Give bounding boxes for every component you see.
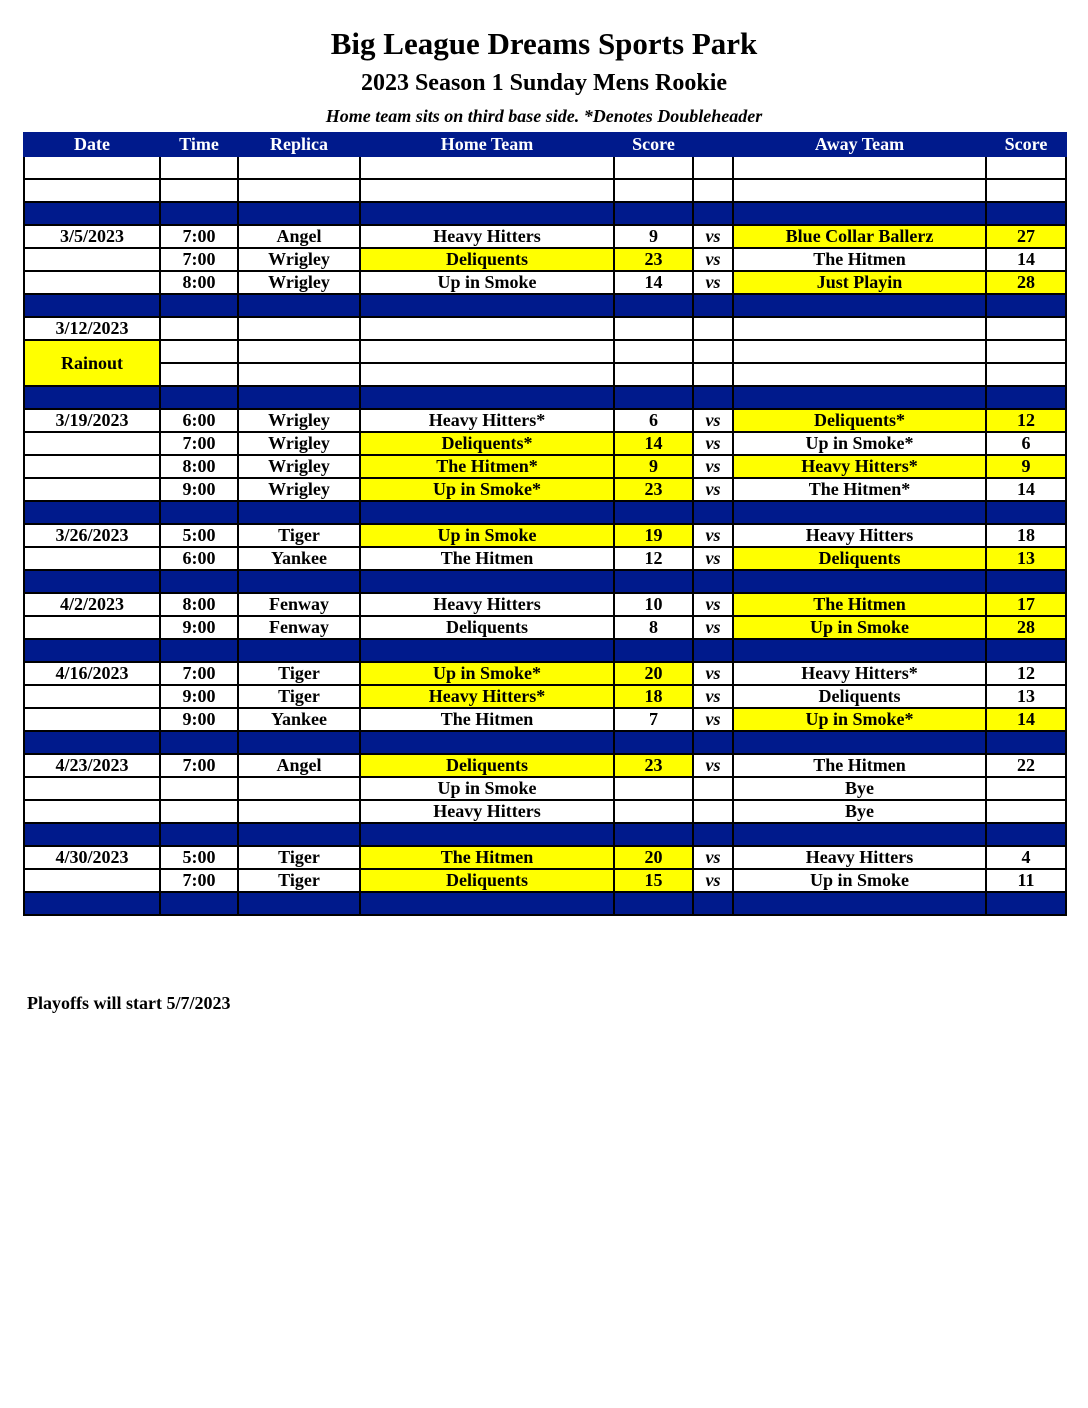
home-team: Up in Smoke bbox=[360, 524, 614, 547]
game-row bbox=[24, 271, 1066, 294]
game-row bbox=[24, 708, 1066, 731]
away-score: 27 bbox=[986, 225, 1066, 248]
away-score: 6 bbox=[986, 432, 1066, 455]
cell bbox=[693, 317, 733, 340]
game-date: 3/12/2023 bbox=[24, 317, 160, 340]
game-date bbox=[24, 800, 160, 823]
game-time: 8:00 bbox=[160, 455, 238, 478]
game-date bbox=[24, 432, 160, 455]
home-team: Heavy Hitters bbox=[360, 225, 614, 248]
page-title: Big League Dreams Sports Park bbox=[330, 26, 758, 61]
vs-label: vs bbox=[693, 754, 733, 777]
game-replica bbox=[238, 800, 360, 823]
cell bbox=[733, 156, 986, 179]
week-separator bbox=[24, 823, 1066, 846]
game-row bbox=[24, 409, 1066, 432]
away-team: Heavy Hitters bbox=[733, 846, 986, 869]
game-date: 4/23/2023 bbox=[24, 754, 160, 777]
cell bbox=[693, 363, 733, 386]
away-team: Just Playin bbox=[733, 271, 986, 294]
game-row bbox=[24, 524, 1066, 547]
game-replica bbox=[238, 777, 360, 800]
week-separator bbox=[24, 731, 1066, 754]
away-score: 11 bbox=[986, 869, 1066, 892]
game-replica: Wrigley bbox=[238, 248, 360, 271]
game-row bbox=[24, 363, 1066, 386]
home-score: 18 bbox=[614, 685, 693, 708]
home-team: The Hitmen* bbox=[360, 455, 614, 478]
game-time: 5:00 bbox=[160, 846, 238, 869]
week-separator bbox=[24, 294, 1066, 317]
home-score: 20 bbox=[614, 846, 693, 869]
home-score: 8 bbox=[614, 616, 693, 639]
game-replica: Tiger bbox=[238, 869, 360, 892]
header-row bbox=[24, 133, 1066, 156]
vs-label bbox=[693, 800, 733, 823]
game-date bbox=[24, 271, 160, 294]
home-team: Heavy Hitters* bbox=[360, 409, 614, 432]
home-team: The Hitmen bbox=[360, 846, 614, 869]
col-header-vs bbox=[693, 133, 733, 156]
home-score: 19 bbox=[614, 524, 693, 547]
game-row bbox=[24, 340, 1066, 363]
cell bbox=[360, 156, 614, 179]
away-team: Bye bbox=[733, 800, 986, 823]
away-score: 14 bbox=[986, 478, 1066, 501]
home-team: Up in Smoke bbox=[360, 777, 614, 800]
home-score: 15 bbox=[614, 869, 693, 892]
empty-row bbox=[24, 179, 1066, 202]
cell bbox=[24, 156, 160, 179]
home-score: 12 bbox=[614, 547, 693, 570]
away-score: 9 bbox=[986, 455, 1066, 478]
col-header-replica: Replica bbox=[238, 133, 360, 156]
game-time: 9:00 bbox=[160, 708, 238, 731]
cell bbox=[160, 179, 238, 202]
cell bbox=[986, 179, 1066, 202]
empty-row bbox=[24, 156, 1066, 179]
game-replica: Wrigley bbox=[238, 432, 360, 455]
away-team: Bye bbox=[733, 777, 986, 800]
home-team: Up in Smoke* bbox=[360, 478, 614, 501]
away-team: Deliquents* bbox=[733, 409, 986, 432]
game-time: 8:00 bbox=[160, 593, 238, 616]
away-score: 28 bbox=[986, 271, 1066, 294]
away-score: 4 bbox=[986, 846, 1066, 869]
vs-label: vs bbox=[693, 662, 733, 685]
cell bbox=[693, 340, 733, 363]
game-time bbox=[160, 777, 238, 800]
cell bbox=[986, 363, 1066, 386]
game-date bbox=[24, 616, 160, 639]
game-row bbox=[24, 754, 1066, 777]
home-team: Deliquents bbox=[360, 616, 614, 639]
home-score: 9 bbox=[614, 455, 693, 478]
away-team: Heavy Hitters* bbox=[733, 662, 986, 685]
cell bbox=[238, 317, 360, 340]
cell bbox=[986, 340, 1066, 363]
away-score: 18 bbox=[986, 524, 1066, 547]
away-team: Up in Smoke* bbox=[733, 708, 986, 731]
home-team: Deliquents* bbox=[360, 432, 614, 455]
game-replica: Angel bbox=[238, 754, 360, 777]
away-team: The Hitmen bbox=[733, 248, 986, 271]
cell bbox=[160, 156, 238, 179]
vs-label: vs bbox=[693, 616, 733, 639]
away-team: Blue Collar Ballerz bbox=[733, 225, 986, 248]
cell bbox=[614, 340, 693, 363]
game-date bbox=[24, 869, 160, 892]
vs-label: vs bbox=[693, 225, 733, 248]
rainout-label: Rainout bbox=[24, 340, 160, 386]
vs-label: vs bbox=[693, 248, 733, 271]
home-team: Up in Smoke bbox=[360, 271, 614, 294]
game-replica: Fenway bbox=[238, 593, 360, 616]
game-date: 3/5/2023 bbox=[24, 225, 160, 248]
game-replica: Yankee bbox=[238, 708, 360, 731]
game-date bbox=[24, 478, 160, 501]
game-replica: Tiger bbox=[238, 846, 360, 869]
playoffs-note: Playoffs will start 5/7/2023 bbox=[27, 993, 231, 1013]
game-replica: Tiger bbox=[238, 524, 360, 547]
col-header-home-score: Score bbox=[614, 133, 693, 156]
vs-label: vs bbox=[693, 846, 733, 869]
game-time: 9:00 bbox=[160, 685, 238, 708]
vs-label: vs bbox=[693, 432, 733, 455]
away-team: The Hitmen bbox=[733, 593, 986, 616]
vs-label: vs bbox=[693, 869, 733, 892]
col-header-away-team: Away Team bbox=[733, 133, 986, 156]
away-team: The Hitmen* bbox=[733, 478, 986, 501]
home-team: Heavy Hitters bbox=[360, 800, 614, 823]
game-row bbox=[24, 800, 1066, 823]
cell bbox=[24, 179, 160, 202]
game-row bbox=[24, 478, 1066, 501]
away-score bbox=[986, 800, 1066, 823]
away-team: Heavy Hitters* bbox=[733, 455, 986, 478]
game-replica: Wrigley bbox=[238, 271, 360, 294]
game-row bbox=[24, 317, 1066, 340]
away-team: Up in Smoke bbox=[733, 869, 986, 892]
cell bbox=[733, 363, 986, 386]
cell bbox=[693, 179, 733, 202]
away-team: The Hitmen bbox=[733, 754, 986, 777]
game-date bbox=[24, 455, 160, 478]
away-score: 12 bbox=[986, 662, 1066, 685]
col-header-home-team: Home Team bbox=[360, 133, 614, 156]
game-row bbox=[24, 685, 1066, 708]
game-row bbox=[24, 616, 1066, 639]
cell bbox=[733, 340, 986, 363]
game-time: 8:00 bbox=[160, 271, 238, 294]
home-score: 20 bbox=[614, 662, 693, 685]
game-row bbox=[24, 869, 1066, 892]
vs-label: vs bbox=[693, 478, 733, 501]
game-time: 7:00 bbox=[160, 225, 238, 248]
cell bbox=[238, 179, 360, 202]
cell bbox=[360, 340, 614, 363]
vs-label: vs bbox=[693, 708, 733, 731]
home-team: Up in Smoke* bbox=[360, 662, 614, 685]
game-time: 9:00 bbox=[160, 478, 238, 501]
away-team: Deliquents bbox=[733, 685, 986, 708]
home-score: 14 bbox=[614, 432, 693, 455]
home-team: Heavy Hitters bbox=[360, 593, 614, 616]
away-score: 14 bbox=[986, 248, 1066, 271]
game-replica: Wrigley bbox=[238, 455, 360, 478]
away-score: 17 bbox=[986, 593, 1066, 616]
away-score: 22 bbox=[986, 754, 1066, 777]
game-time: 6:00 bbox=[160, 409, 238, 432]
game-time: 5:00 bbox=[160, 524, 238, 547]
week-separator bbox=[24, 570, 1066, 593]
game-date bbox=[24, 708, 160, 731]
home-score bbox=[614, 800, 693, 823]
game-time: 9:00 bbox=[160, 616, 238, 639]
game-time: 7:00 bbox=[160, 662, 238, 685]
week-separator bbox=[24, 501, 1066, 524]
game-replica: Yankee bbox=[238, 547, 360, 570]
game-date: 4/16/2023 bbox=[24, 662, 160, 685]
game-date: 3/19/2023 bbox=[24, 409, 160, 432]
cell bbox=[614, 156, 693, 179]
vs-label: vs bbox=[693, 547, 733, 570]
game-replica: Tiger bbox=[238, 662, 360, 685]
cell bbox=[360, 317, 614, 340]
game-time: 7:00 bbox=[160, 754, 238, 777]
cell bbox=[360, 363, 614, 386]
cell bbox=[733, 179, 986, 202]
vs-label: vs bbox=[693, 593, 733, 616]
home-team: Deliquents bbox=[360, 248, 614, 271]
cell bbox=[160, 340, 238, 363]
home-team: Deliquents bbox=[360, 754, 614, 777]
col-header-date: Date bbox=[24, 133, 160, 156]
home-score: 7 bbox=[614, 708, 693, 731]
game-date bbox=[24, 547, 160, 570]
game-date bbox=[24, 777, 160, 800]
game-date: 4/2/2023 bbox=[24, 593, 160, 616]
col-header-away-score: Score bbox=[986, 133, 1066, 156]
game-replica: Tiger bbox=[238, 685, 360, 708]
vs-label bbox=[693, 777, 733, 800]
cell bbox=[693, 156, 733, 179]
game-time bbox=[160, 800, 238, 823]
home-team: The Hitmen bbox=[360, 708, 614, 731]
home-score: 10 bbox=[614, 593, 693, 616]
cell bbox=[733, 317, 986, 340]
game-date: 4/30/2023 bbox=[24, 846, 160, 869]
game-row bbox=[24, 846, 1066, 869]
home-score: 23 bbox=[614, 248, 693, 271]
game-time: 7:00 bbox=[160, 869, 238, 892]
cell bbox=[160, 363, 238, 386]
week-separator bbox=[24, 386, 1066, 409]
cell bbox=[614, 317, 693, 340]
game-row bbox=[24, 248, 1066, 271]
game-row bbox=[24, 593, 1066, 616]
cell bbox=[614, 363, 693, 386]
away-score bbox=[986, 777, 1066, 800]
week-separator bbox=[24, 892, 1066, 915]
col-header-time: Time bbox=[160, 133, 238, 156]
game-row bbox=[24, 662, 1066, 685]
game-row bbox=[24, 432, 1066, 455]
game-replica: Wrigley bbox=[238, 409, 360, 432]
game-replica: Wrigley bbox=[238, 478, 360, 501]
away-score: 28 bbox=[986, 616, 1066, 639]
game-time: 6:00 bbox=[160, 547, 238, 570]
game-row bbox=[24, 455, 1066, 478]
home-score: 23 bbox=[614, 478, 693, 501]
cell bbox=[238, 340, 360, 363]
home-score: 9 bbox=[614, 225, 693, 248]
cell bbox=[160, 317, 238, 340]
away-score: 13 bbox=[986, 547, 1066, 570]
cell bbox=[614, 179, 693, 202]
home-team: Deliquents bbox=[360, 869, 614, 892]
cell bbox=[986, 317, 1066, 340]
game-row bbox=[24, 225, 1066, 248]
home-score bbox=[614, 777, 693, 800]
home-score: 14 bbox=[614, 271, 693, 294]
game-date bbox=[24, 248, 160, 271]
home-score: 23 bbox=[614, 754, 693, 777]
vs-label: vs bbox=[693, 271, 733, 294]
vs-label: vs bbox=[693, 409, 733, 432]
away-team: Up in Smoke* bbox=[733, 432, 986, 455]
week-separator bbox=[24, 639, 1066, 662]
game-replica: Angel bbox=[238, 225, 360, 248]
game-time: 7:00 bbox=[160, 248, 238, 271]
home-team: Heavy Hitters* bbox=[360, 685, 614, 708]
page-subtitle: 2023 Season 1 Sunday Mens Rookie bbox=[360, 70, 728, 96]
cell bbox=[360, 179, 614, 202]
cell bbox=[238, 363, 360, 386]
away-team: Heavy Hitters bbox=[733, 524, 986, 547]
schedule-table bbox=[23, 132, 1067, 916]
game-time: 7:00 bbox=[160, 432, 238, 455]
away-team: Up in Smoke bbox=[733, 616, 986, 639]
vs-label: vs bbox=[693, 455, 733, 478]
week-separator bbox=[24, 202, 1066, 225]
away-team: Deliquents bbox=[733, 547, 986, 570]
game-row bbox=[24, 547, 1066, 570]
schedule-note: Home team sits on third base side. *Denotes Doubleheader bbox=[325, 106, 763, 126]
away-score: 13 bbox=[986, 685, 1066, 708]
cell bbox=[238, 156, 360, 179]
vs-label: vs bbox=[693, 685, 733, 708]
game-replica: Fenway bbox=[238, 616, 360, 639]
game-date bbox=[24, 685, 160, 708]
game-date: 3/26/2023 bbox=[24, 524, 160, 547]
game-row bbox=[24, 777, 1066, 800]
cell bbox=[986, 156, 1066, 179]
away-score: 12 bbox=[986, 409, 1066, 432]
away-score: 14 bbox=[986, 708, 1066, 731]
home-score: 6 bbox=[614, 409, 693, 432]
home-team: The Hitmen bbox=[360, 547, 614, 570]
vs-label: vs bbox=[693, 524, 733, 547]
